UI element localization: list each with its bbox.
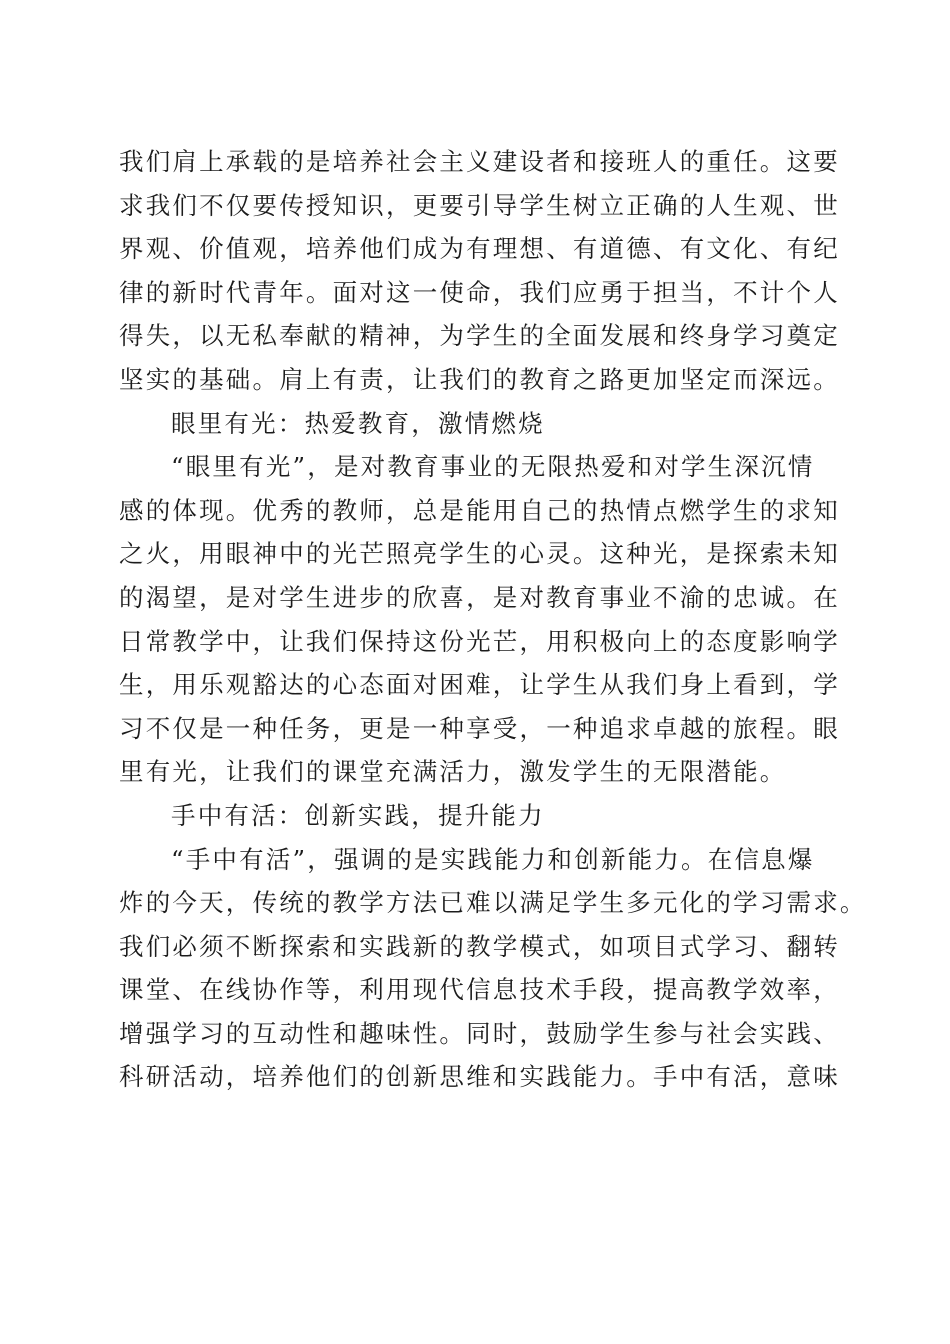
body-text (119, 140, 867, 1099)
section-heading-hands: 手中有活：创新实践，提升能力 (171, 800, 545, 830)
text-line: 里有光，让我们的课堂充满活力，激发学生的无限潜能。 (119, 757, 787, 787)
text-line: 日常教学中，让我们保持这份光芒，用积极向上的态度影响学 (119, 626, 840, 656)
text-line: 界观、价值观，培养他们成为有理想、有道德、有文化、有纪 (119, 234, 840, 264)
text-line: 律的新时代青年。面对这一使命，我们应勇于担当，不计个人 (119, 277, 840, 307)
text-line: 坚实的基础。肩上有责，让我们的教育之路更加坚定而深远。 (119, 364, 840, 394)
text-line: 习不仅是一种任务，更是一种享受，一种追求卓越的旅程。眼 (119, 713, 840, 743)
text-line: 感的体现。优秀的教师，总是能用自己的热情点燃学生的求知 (119, 495, 840, 525)
text-line: 炸的今天，传统的教学方法已难以满足学生多元化的学习需求。 (119, 888, 867, 918)
text-line: 我们必须不断探索和实践新的教学模式，如项目式学习、翻转 (119, 931, 840, 961)
text-line: 生，用乐观豁达的心态面对困难，让学生从我们身上看到，学 (119, 670, 840, 700)
text-line: 增强学习的互动性和趣味性。同时，鼓励学生参与社会实践、 (119, 1018, 840, 1048)
text-line: 求我们不仅要传授知识，更要引导学生树立正确的人生观、世 (119, 190, 840, 220)
text-line: 得失，以无私奉献的精神，为学生的全面发展和终身学习奠定 (119, 321, 840, 351)
text-line: 我们肩上承载的是培养社会主义建设者和接班人的重任。这要 (119, 147, 840, 176)
text-line: 的渴望，是对学生进步的欣喜，是对教育事业不渝的忠诚。在 (119, 582, 840, 612)
section-heading-eyes: 眼里有光：热爱教育，激情燃烧 (171, 408, 545, 438)
text-line: 之火，用眼神中的光芒照亮学生的心灵。这种光，是探索未知 (119, 539, 840, 569)
text-line: “手中有活”，强调的是实践能力和创新能力。在信息爆 (171, 844, 815, 874)
text-line: 课堂、在线协作等，利用现代信息技术手段，提高教学效率， (119, 975, 840, 1005)
text-line: 科研活动，培养他们的创新思维和实践能力。手中有活，意味 (119, 1062, 840, 1092)
text-line: “眼里有光”，是对教育事业的无限热爱和对学生深沉情 (171, 452, 815, 482)
